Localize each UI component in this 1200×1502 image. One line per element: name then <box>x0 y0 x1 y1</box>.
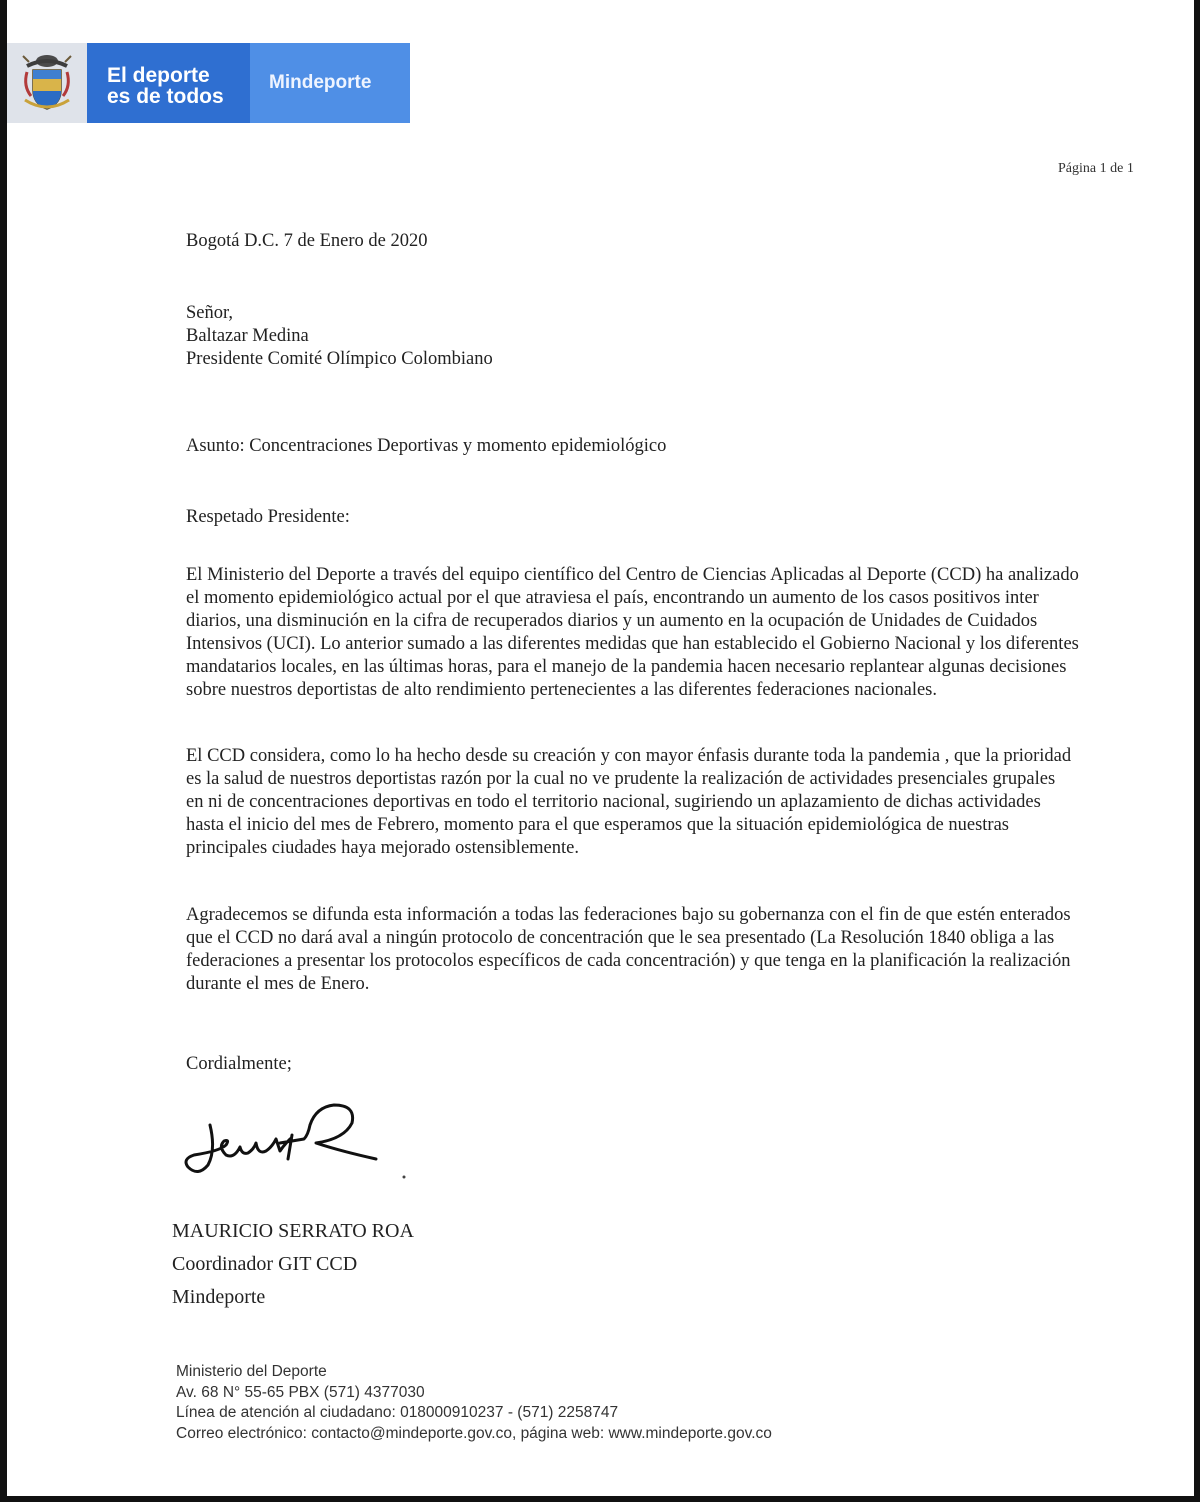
recipient-name: Baltazar Medina <box>186 326 309 346</box>
brand-name: Mindeporte <box>250 43 410 123</box>
footer-line: Av. 68 N° 55-65 PBX (571) 4377030 <box>176 1383 425 1401</box>
paragraph-line: federaciones a presentar los protocolos específicos de cada concentración) y que tenga en la planificación la realización <box>186 951 1071 971</box>
left-border <box>0 0 7 1502</box>
header-banner <box>7 43 410 123</box>
crest-box <box>7 43 87 123</box>
paragraph-line: durante el mes de Enero. <box>186 974 370 994</box>
footer-contact <box>176 1362 772 1444</box>
colombia-coat-of-arms-icon <box>19 52 75 114</box>
paragraph-line: hasta el inicio del mes de Febrero, momento para el que esperamos que la situación epidemiológica de nuestras <box>186 815 1009 835</box>
bottom-border <box>0 1496 1200 1502</box>
right-border <box>1194 0 1200 1502</box>
paragraph-line: El Ministerio del Deporte a través del equipo científico del Centro de Ciencias Aplicadas al Deporte (CCD) ha analizado <box>186 565 1079 585</box>
paragraph-2 <box>186 745 1154 860</box>
signer-name: MAURICIO SERRATO ROA <box>172 1220 414 1242</box>
paragraph-line: El CCD considera, como lo ha hecho desde su creación y con mayor énfasis durante toda la pandemia , que la prioridad <box>186 746 1072 766</box>
footer-line: Correo electrónico: contacto@mindeporte.gov.co, página web: www.mindeporte.gov.co <box>176 1424 772 1442</box>
paragraph-line: sobre nuestros deportistas de alto rendimiento pertenecientes a las diferentes federaciones nacionales. <box>186 680 938 700</box>
recipient-block <box>186 302 1154 371</box>
slogan <box>87 43 250 123</box>
recipient-salutation: Señor, <box>186 303 234 323</box>
subject-line: Asunto: Concentraciones Deportivas y momento epidemiológico <box>186 436 667 456</box>
paragraph-line: mandatarios locales, en las últimas horas, para el manejo de la pandemia hacen necesario replantear algunas decisiones <box>186 657 1067 677</box>
page-number: Página 1 de 1 <box>1058 161 1134 176</box>
signer-block <box>172 1215 672 1314</box>
slogan-line-1: El deporte <box>107 64 210 87</box>
signer-organization: Mindeporte <box>172 1286 266 1308</box>
paragraph-1 <box>186 564 1154 702</box>
place-date: Bogotá D.C. 7 de Enero de 2020 <box>186 231 428 251</box>
signer-role: Coordinador GIT CCD <box>172 1253 358 1275</box>
paragraph-line: principales ciudades haya mejorado ostensiblemente. <box>186 838 579 858</box>
paragraph-line: Intensivos (UCI). Lo anterior sumado a las diferentes medidas que han establecido el Gobierno Nacional y los diferentes <box>186 634 1079 654</box>
closing: Cordialmente; <box>186 1054 292 1074</box>
paragraph-line: diarios, una disminución en la cifra de recuperados diarios y un aumento en la ocupación de Unidades de Cuidados <box>186 611 1038 631</box>
recipient-title: Presidente Comité Olímpico Colombiano <box>186 349 493 369</box>
paragraph-line: en ni de concentraciones deportivas en todo el territorio nacional, sugiriendo un aplazamiento de dichas actividades <box>186 792 1041 812</box>
paragraph-line: Agradecemos se difunda esta información a todas las federaciones bajo su gobernanza con el fin de que estén enterados <box>186 905 1071 925</box>
paragraph-line: es la salud de nuestros deportistas razón por la cual no ve prudente la realización de actividades presenciales grupales <box>186 769 1056 789</box>
greeting: Respetado Presidente: <box>186 507 350 527</box>
handwritten-signature <box>180 1095 420 1185</box>
paragraph-line: el momento epidemiológico actual por el que atraviesa el país, encontrando un aumento de los casos positivos inter <box>186 588 1039 608</box>
paragraph-line: que el CCD no dará aval a ningún protocolo de concentración que le sea presentado (La Resolución 1840 obliga a las <box>186 928 1055 948</box>
footer-line: Ministerio del Deporte <box>176 1363 327 1380</box>
footer-line: Línea de atención al ciudadano: 018000910237 - (571) 2258747 <box>176 1404 619 1421</box>
paragraph-3 <box>186 904 1154 996</box>
slogan-line-2: es de todos <box>107 85 224 108</box>
